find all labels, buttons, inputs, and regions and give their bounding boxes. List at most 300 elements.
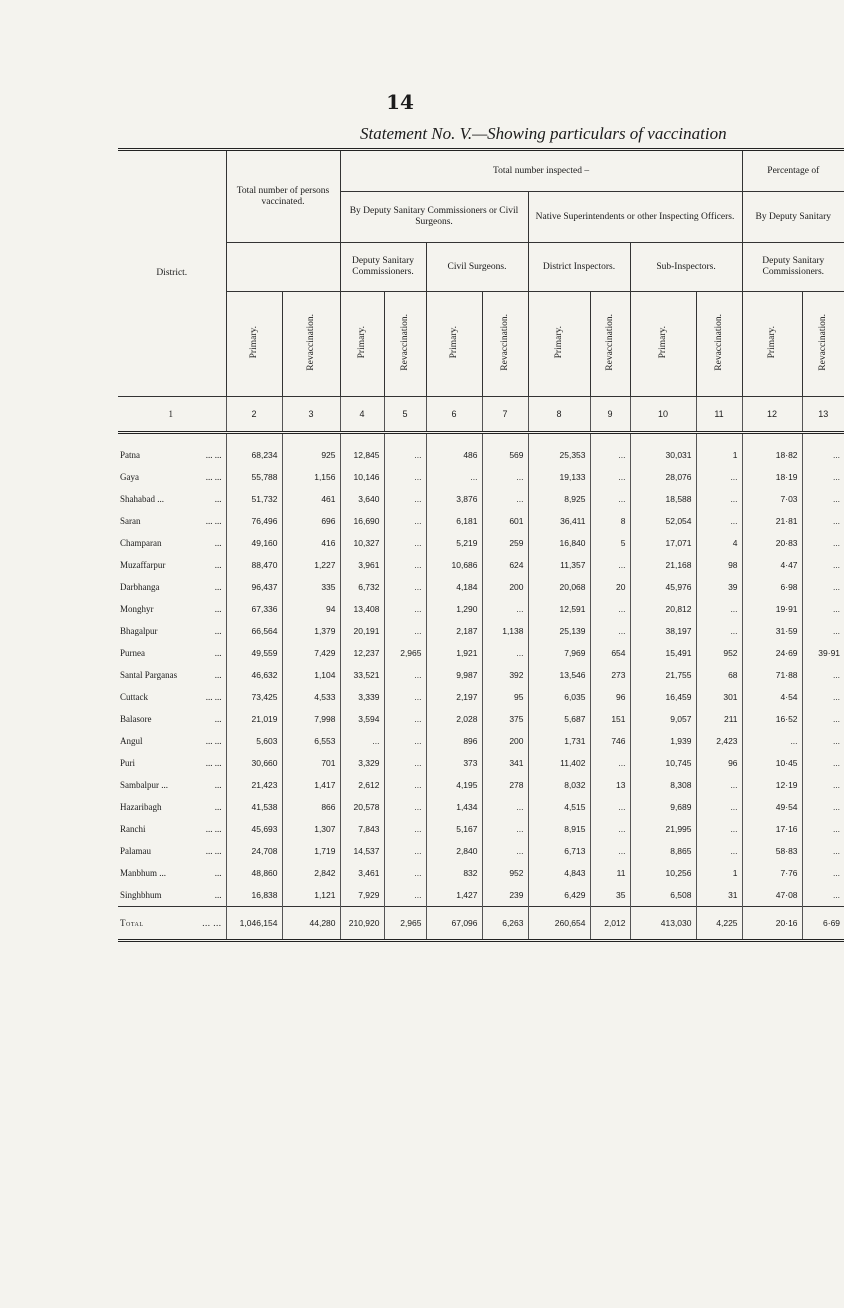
value-cell: 21,019 [226,708,282,730]
value-cell: 46,632 [226,664,282,686]
district-name: Angul [120,736,143,746]
leader-dots: ... [214,560,222,570]
value-cell: 10·45 [742,752,802,774]
district-name: Muzaffarpur [120,560,166,570]
district-cell [118,752,226,774]
value-cell: 19·91 [742,598,802,620]
value-cell: ... [696,774,742,796]
value-cell: 31 [696,884,742,907]
value-cell: 20,191 [340,620,384,642]
value-cell: 10,146 [340,466,384,488]
table-row [118,730,844,752]
district-cell [118,433,226,467]
revaccination-label: Revaccination. [713,313,724,371]
value-cell: 13,546 [528,664,590,686]
value-cell: 2,965 [384,907,426,941]
value-cell: 39 [696,576,742,598]
deputy-sanitary-commissioners-pct-header: Deputy Sanitary Commissioners. [742,243,844,292]
table-row [118,466,844,488]
value-cell: ... [384,620,426,642]
empty-header [226,243,340,292]
primary-header [528,292,590,397]
value-cell: 2,028 [426,708,482,730]
value-cell: 20,578 [340,796,384,818]
value-cell: 14,537 [340,840,384,862]
value-cell: 7,998 [282,708,340,730]
value-cell: 18,588 [630,488,696,510]
value-cell: 4 [696,532,742,554]
column-number: 2 [226,397,282,433]
district-cell [118,818,226,840]
primary-label: Primary. [766,325,777,359]
district-cell [118,686,226,708]
value-cell: 569 [482,433,528,467]
value-cell: 30,031 [630,433,696,467]
district-cell [118,510,226,532]
value-cell: ... [802,862,844,884]
value-cell: 1,921 [426,642,482,664]
value-cell: 25,353 [528,433,590,467]
value-cell: 49,160 [226,532,282,554]
leader-dots: ... [214,582,222,592]
value-cell: ... [590,466,630,488]
district-name: Hazaribagh [120,802,162,812]
value-cell: 12,237 [340,642,384,664]
value-cell: 47·08 [742,884,802,907]
value-cell: 20·16 [742,907,802,941]
value-cell: ... [590,796,630,818]
value-cell: ... [802,466,844,488]
district-cell [118,884,226,907]
value-cell: 12,845 [340,433,384,467]
value-cell: 2,423 [696,730,742,752]
value-cell: 36,411 [528,510,590,532]
value-cell: 6·69 [802,907,844,941]
district-name: Gaya [120,472,139,482]
value-cell: ... [802,840,844,862]
table-row [118,840,844,862]
leader-dots: ... [214,780,222,790]
value-cell: 373 [426,752,482,774]
value-cell: ... [590,752,630,774]
value-cell: 1,731 [528,730,590,752]
value-cell: 39·91 [802,642,844,664]
table-row [118,884,844,907]
value-cell: ... [696,796,742,818]
value-cell: 33,521 [340,664,384,686]
value-cell: 9,057 [630,708,696,730]
value-cell: 3,339 [340,686,384,708]
value-cell: ... [802,488,844,510]
value-cell: 8,865 [630,840,696,862]
value-cell: 49·54 [742,796,802,818]
value-cell: 4,843 [528,862,590,884]
value-cell: 96,437 [226,576,282,598]
column-number: 8 [528,397,590,433]
value-cell: 211 [696,708,742,730]
district-cell [118,730,226,752]
value-cell: 6,732 [340,576,384,598]
value-cell: 16,690 [340,510,384,532]
value-cell: 6,508 [630,884,696,907]
primary-label: Primary. [553,325,564,359]
value-cell: ... [802,532,844,554]
table-row [118,752,844,774]
value-cell: 375 [482,708,528,730]
value-cell: ... [482,840,528,862]
value-cell: 18·19 [742,466,802,488]
value-cell: 1,307 [282,818,340,840]
percentage-header: Percentage of [742,150,844,192]
value-cell: 4,515 [528,796,590,818]
value-cell: 17,071 [630,532,696,554]
value-cell: 8,032 [528,774,590,796]
value-cell: 273 [590,664,630,686]
value-cell: 9,987 [426,664,482,686]
table-row [118,488,844,510]
value-cell: 17·16 [742,818,802,840]
revaccination-label: Revaccination. [817,313,828,371]
revaccination-label: Revaccination. [604,313,615,371]
value-cell: 1,138 [482,620,528,642]
value-cell: 624 [482,554,528,576]
value-cell: 151 [590,708,630,730]
value-cell: 20 [590,576,630,598]
value-cell: 6,263 [482,907,528,941]
value-cell: ... [384,576,426,598]
total-vaccinated-header: Total number of persons vaccinated. [226,150,340,243]
value-cell: ... [384,840,426,862]
value-cell: 3,594 [340,708,384,730]
value-cell: ... [802,796,844,818]
value-cell: 12,591 [528,598,590,620]
value-cell: 21,423 [226,774,282,796]
value-cell: 21·81 [742,510,802,532]
value-cell: 1,104 [282,664,340,686]
column-number: 12 [742,397,802,433]
value-cell: 45,976 [630,576,696,598]
value-cell: 44,280 [282,907,340,941]
primary-header [340,292,384,397]
value-cell: 21,755 [630,664,696,686]
primary-header [226,292,282,397]
value-cell: 210,920 [340,907,384,941]
district-name: Ranchi [120,824,146,834]
revaccination-header [802,292,844,397]
leader-dots: ... ... [205,472,222,482]
district-name: Cuttack [120,692,148,702]
value-cell: 71·88 [742,664,802,686]
table-row [118,774,844,796]
value-cell: 3,640 [340,488,384,510]
value-cell: 1,719 [282,840,340,862]
table-row [118,433,844,467]
value-cell: 6,429 [528,884,590,907]
leader-dots: ... [214,670,222,680]
primary-label: Primary. [248,325,259,359]
primary-header [426,292,482,397]
value-cell: 6,181 [426,510,482,532]
leader-dots: ... ... [205,516,222,526]
value-cell: ... [696,840,742,862]
value-cell: 88,470 [226,554,282,576]
district-cell [118,532,226,554]
district-cell [118,907,226,941]
value-cell: ... [590,840,630,862]
value-cell: 335 [282,576,340,598]
value-cell: 416 [282,532,340,554]
value-cell: 696 [282,510,340,532]
value-cell: ... [384,730,426,752]
value-cell: 6,553 [282,730,340,752]
district-name: Sambalpur ... [120,780,168,790]
value-cell: 301 [696,686,742,708]
column-number: 11 [696,397,742,433]
value-cell: 1,939 [630,730,696,752]
leader-dots: ... ... [205,736,222,746]
value-cell: 12·19 [742,774,802,796]
deputy-sanitary-commissioners-header: Deputy Sanitary Commissioners. [340,243,426,292]
value-cell: ... [696,818,742,840]
value-cell: 67,096 [426,907,482,941]
value-cell: 259 [482,532,528,554]
table-row [118,862,844,884]
revaccination-header [282,292,340,397]
value-cell: 278 [482,774,528,796]
value-cell: 7·03 [742,488,802,510]
value-cell: ... [384,466,426,488]
value-cell: 413,030 [630,907,696,941]
leader-dots: ... ... [205,692,222,702]
value-cell: 31·59 [742,620,802,642]
revaccination-header [590,292,630,397]
leader-dots: ... [214,494,222,504]
value-cell: 200 [482,576,528,598]
value-cell: ... [802,576,844,598]
value-cell: 73,425 [226,686,282,708]
leader-dots: ... ... [202,918,222,928]
column-number: 9 [590,397,630,433]
district-cell [118,466,226,488]
leader-dots: ... [214,604,222,614]
value-cell: 11,402 [528,752,590,774]
vaccination-table [118,148,844,942]
value-cell: ... [426,466,482,488]
value-cell: 3,961 [340,554,384,576]
column-number: 5 [384,397,426,433]
value-cell: 952 [482,862,528,884]
value-cell: 866 [282,796,340,818]
table-row [118,708,844,730]
primary-header [742,292,802,397]
value-cell: 11 [590,862,630,884]
value-cell: 20,068 [528,576,590,598]
district-cell [118,598,226,620]
value-cell: 21,995 [630,818,696,840]
value-cell: 68 [696,664,742,686]
district-name: Palamau [120,846,151,856]
district-name: Balasore [120,714,152,724]
column-number: 4 [340,397,384,433]
leader-dots: ... [214,802,222,812]
value-cell: 1 [696,433,742,467]
value-cell: 486 [426,433,482,467]
value-cell: 1 [696,862,742,884]
value-cell: 4,533 [282,686,340,708]
value-cell: ... [696,598,742,620]
district-cell [118,774,226,796]
value-cell: 10,256 [630,862,696,884]
value-cell: ... [802,554,844,576]
value-cell: 21,168 [630,554,696,576]
native-superintendents-header: Native Superintendents or other Inspecting Officers. [528,192,742,243]
value-cell: 24·69 [742,642,802,664]
value-cell: 5,167 [426,818,482,840]
value-cell: ... [802,730,844,752]
value-cell: 28,076 [630,466,696,488]
value-cell: 1,156 [282,466,340,488]
value-cell: 1,427 [426,884,482,907]
value-cell: 3,876 [426,488,482,510]
value-cell: 8,308 [630,774,696,796]
revaccination-header [482,292,528,397]
leader-dots: ... [214,626,222,636]
value-cell: ... [384,488,426,510]
leader-dots: ... [214,890,222,900]
value-cell: 10,327 [340,532,384,554]
value-cell: 746 [590,730,630,752]
value-cell: 16,459 [630,686,696,708]
district-cell [118,488,226,510]
value-cell: 55,788 [226,466,282,488]
civil-surgeons-header: Civil Surgeons. [426,243,528,292]
revaccination-header [384,292,426,397]
value-cell: 8,925 [528,488,590,510]
value-cell: 67,336 [226,598,282,620]
value-cell: 925 [282,433,340,467]
value-cell: 95 [482,686,528,708]
value-cell: ... [696,510,742,532]
value-cell: 10,686 [426,554,482,576]
district-name: Monghyr [120,604,154,614]
leader-dots: ... [214,714,222,724]
value-cell: 392 [482,664,528,686]
value-cell: 16,840 [528,532,590,554]
value-cell: 48,860 [226,862,282,884]
district-name: Purnea [120,648,145,658]
value-cell: ... [802,708,844,730]
value-cell: 654 [590,642,630,664]
value-cell: ... [482,488,528,510]
value-cell: 15,491 [630,642,696,664]
value-cell: 341 [482,752,528,774]
value-cell: 41,538 [226,796,282,818]
value-cell: 20,812 [630,598,696,620]
district-cell [118,554,226,576]
value-cell: ... [384,664,426,686]
column-number: 13 [802,397,844,433]
value-cell: 4,184 [426,576,482,598]
table-row [118,576,844,598]
value-cell: ... [590,554,630,576]
value-cell: 1,290 [426,598,482,620]
district-name: Patna [120,450,140,460]
column-number: 3 [282,397,340,433]
value-cell: ... [482,642,528,664]
value-cell: 1,379 [282,620,340,642]
leader-dots: ... [214,648,222,658]
by-deputy-sanitary-header: By Deputy Sanitary [742,192,844,243]
value-cell: 66,564 [226,620,282,642]
value-cell: ... [384,796,426,818]
value-cell: 260,654 [528,907,590,941]
value-cell: 1,227 [282,554,340,576]
value-cell: 16,838 [226,884,282,907]
value-cell: ... [384,818,426,840]
value-cell: 6,035 [528,686,590,708]
value-cell: 11,357 [528,554,590,576]
primary-label: Primary. [448,325,459,359]
district-inspectors-header: District Inspectors. [528,243,630,292]
value-cell: 3,329 [340,752,384,774]
value-cell: ... [802,433,844,467]
value-cell: 5 [590,532,630,554]
value-cell: ... [482,796,528,818]
value-cell: ... [384,884,426,907]
value-cell: ... [384,686,426,708]
value-cell: ... [802,884,844,907]
revaccination-label: Revaccination. [499,313,510,371]
value-cell: 1,417 [282,774,340,796]
sub-inspectors-header: Sub-Inspectors. [630,243,742,292]
value-cell: 96 [590,686,630,708]
revaccination-label: Revaccination. [399,313,410,371]
value-cell: 7,929 [340,884,384,907]
value-cell: 461 [282,488,340,510]
value-cell: ... [802,598,844,620]
value-cell: 5,687 [528,708,590,730]
value-cell: 98 [696,554,742,576]
district-cell [118,862,226,884]
value-cell: 6·98 [742,576,802,598]
value-cell: 7,969 [528,642,590,664]
value-cell: 13,408 [340,598,384,620]
value-cell: 952 [696,642,742,664]
value-cell: ... [384,752,426,774]
district-name: Santal Parganas [120,670,178,680]
value-cell: 35 [590,884,630,907]
leader-dots: ... ... [205,824,222,834]
value-cell: ... [802,664,844,686]
table-row [118,818,844,840]
district-cell [118,840,226,862]
table-row [118,598,844,620]
value-cell: 49,559 [226,642,282,664]
column-number: 6 [426,397,482,433]
district-name: Total [120,918,144,928]
value-cell: ... [802,620,844,642]
value-cell: 2,965 [384,642,426,664]
value-cell: ... [696,488,742,510]
value-cell: ... [590,488,630,510]
table-row [118,642,844,664]
leader-dots: ... [214,538,222,548]
value-cell: 4·54 [742,686,802,708]
value-cell: ... [590,598,630,620]
value-cell: ... [802,752,844,774]
value-cell: 68,234 [226,433,282,467]
total-inspected-header: Total number inspected – [340,150,742,192]
